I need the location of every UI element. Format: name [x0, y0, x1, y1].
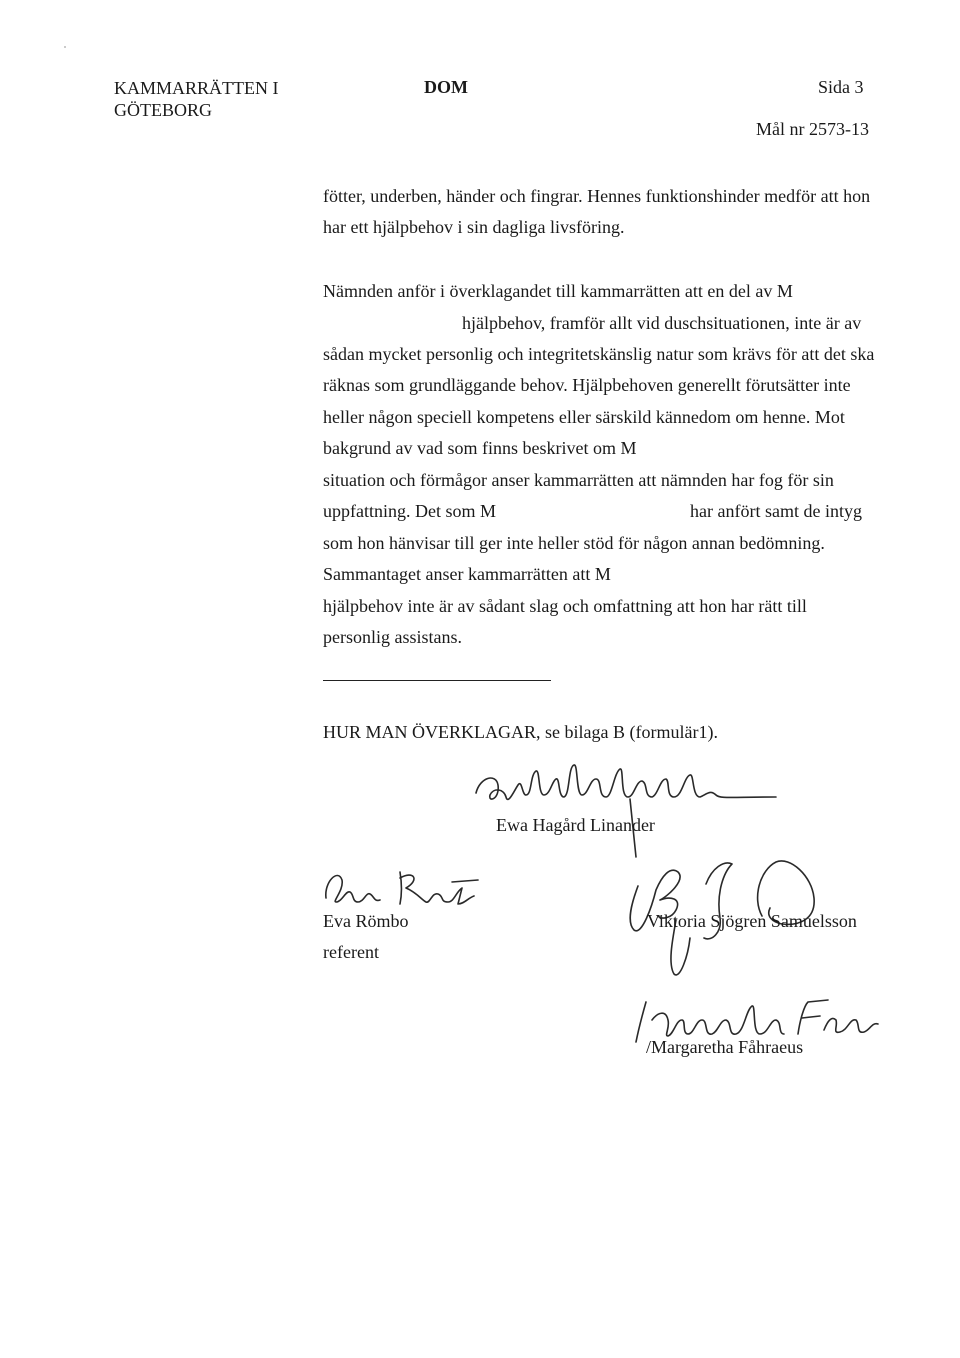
body-line: räknas som grundläggande behov. Hjälpbehoven generellt förutsätter inte — [323, 375, 851, 395]
signatory-name-judge3: /Margaretha Fåhraeus — [646, 1037, 804, 1057]
scan-speck — [64, 46, 66, 48]
signature-eva-rombo — [318, 858, 488, 918]
body-line: har anfört samt de intyg — [690, 501, 862, 521]
body-line: fötter, underben, händer och fingrar. Hennes funktionshinder medför att hon — [323, 186, 871, 206]
signatory-name-judge2: Viktoria Sjögren Samuelsson — [647, 911, 857, 931]
body-line: hjälpbehov, framför allt vid duschsituationen, inte är av — [462, 313, 862, 333]
signatory-name-rapporteur: Eva Römbo — [323, 911, 409, 931]
court-name — [114, 77, 279, 121]
body-line: uppfattning. Det som M — [323, 501, 496, 521]
body-line: heller någon speciell kompetens eller särskild kännedom om henne. Mot — [323, 407, 845, 427]
court-name-line1: KAMMARRÄTTEN I — [114, 78, 279, 98]
signatory-role-rapporteur: referent — [323, 942, 379, 962]
body-line: Sammantaget anser kammarrätten att M — [323, 564, 611, 584]
body-line: sådan mycket personlig och integritetskänslig natur som krävs för att det ska — [323, 344, 875, 364]
court-name-line2: GÖTEBORG — [114, 100, 212, 120]
page-number: Sida 3 — [818, 77, 864, 97]
body-line: personlig assistans. — [323, 627, 462, 647]
body-line: situation och förmågor anser kammarrätten att nämnden har fog för sin — [323, 470, 834, 490]
separator-line — [323, 680, 551, 681]
body-line: hjälpbehov inte är av sådant slag och omfattning att hon har rätt till — [323, 596, 807, 616]
body-line: har ett hjälpbehov i sin dagliga livsföring. — [323, 217, 625, 237]
appeal-instructions: HUR MAN ÖVERKLAGAR, se bilaga B (formulär1). — [323, 722, 718, 742]
case-number: Mål nr 2573-13 — [756, 119, 869, 139]
signatory-name-judge1: Ewa Hagård Linander — [496, 815, 655, 835]
body-line: bakgrund av vad som finns beskrivet om M — [323, 438, 637, 458]
document-type: DOM — [424, 77, 468, 97]
body-line: Nämnden anför i överklagandet till kammarrätten att en del av M — [323, 281, 793, 301]
body-line: som hon hänvisar till ger inte heller stöd för någon annan bedömning. — [323, 533, 825, 553]
